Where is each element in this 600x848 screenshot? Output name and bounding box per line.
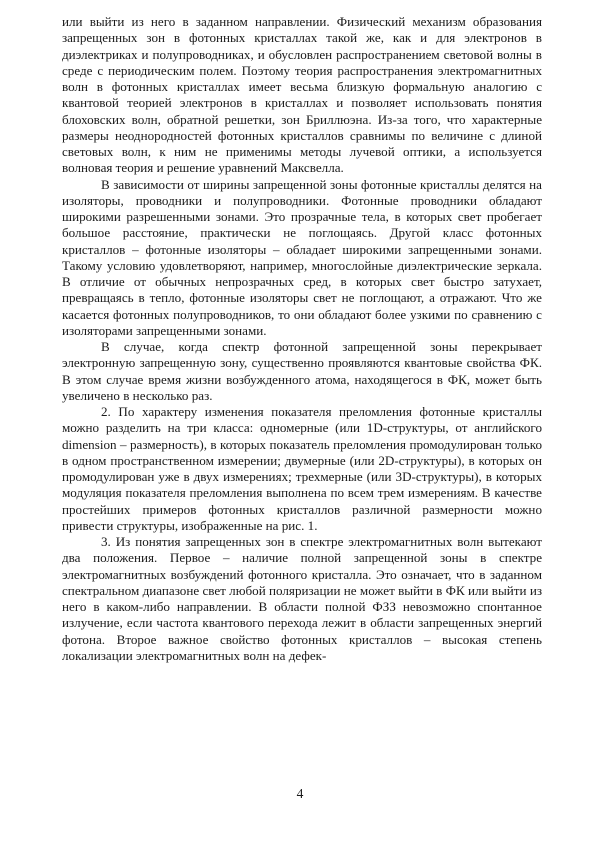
paragraph-continuation: или выйти из него в заданном направлении. Физический механизм образования запрещенных зон в фотонных кристаллах такой же, как и для электронов в диэлектриках и полупроводниках, и обусловлен распространением световой волны в среде с периодическим полем. Поэтому теория распространения электромагнитных волн в фотонных кристаллах имеет весьма близкую формальную аналогию с квантовой теорией электронов в кристаллах и позволяет использовать понятия блоховских волн, обратной решетки, зон Бриллюэна. Из-за того, что характерные размеры неоднородностей фотонных кристаллов сравнимы по величине с длиной световых волн, к ним не применимы методы лучевой оптики, а используется волновая теория и решение уравнений Максвелла.	[62, 14, 542, 176]
page-number: 4	[296, 786, 304, 801]
paragraph-crystal-classes: В зависимости от ширины запрещенной зоны фотонные кристаллы делятся на изоляторы, проводники и полупроводники. Фотонные проводники обладают широкими разрешенными зонами. Это прозрачные тела, в которых свет пробегает большое расстояние, практически не поглощаясь. Другой класс фотонных кристаллов – фотонные изоляторы – обладает широкими запрещенными зонами. Такому условию удовлетворяют, например, многослойные диэлектрические зеркала. В отличие от обычных непрозрачных сред, в которых свет быстро затухает, превращаясь в тепло, фотонные изоляторы свет не поглощают, а отражают. Что же касается фотонных полупроводников, то они обладают более узкими по сравнению с изоляторами запрещенными зонами.	[62, 176, 542, 338]
body-text	[62, 14, 542, 664]
paragraph-band-gap-consequences: 3. Из понятия запрещенных зон в спектре электромагнитных волн вытекают два положения. Первое – наличие полной запрещенной зоны в спектре электромагнитных возбуждений фотонного кристалла. Это означает, что в заданном спектральном диапазоне свет любой поляризации не может выйти в ФК или выйти из него в каком-либо направлении. В области полной ФЗЗ невозможно спонтанное излучение, если частота квантового перехода лежит в области запрещенных энергий фотона. Второе важное свойство фотонных кристаллов – высокая степень локализации электромагнитных волн на дефек-	[62, 534, 542, 663]
paragraph-dimensionality: 2. По характеру изменения показателя преломления фотонные кристаллы можно разделить на три класса: одномерные (или 1D-структуры, от английского dimension – размерность), в которых показатель преломления промодулирован только в одном пространственном измерении; двумерные (или 2D-структуры), в которых он промодулирован уже в двух измерениях; трехмерные (или 3D-структуры), в которых модуляция показателя преломления выполнена по всем трем измерениям. В качестве простейших примеров фотонных кристаллов различной размерности можно привести структуры, изображенные на рис. 1.	[62, 404, 542, 533]
paragraph-quantum-properties: В случае, когда спектр фотонной запрещенной зоны перекрывает электронную запрещенную зону, существенно проявляются квантовые свойства ФК. В этом случае время жизни возбужденного атома, находящегося в ФК, может быть увеличено в несколько раз.	[62, 339, 542, 403]
